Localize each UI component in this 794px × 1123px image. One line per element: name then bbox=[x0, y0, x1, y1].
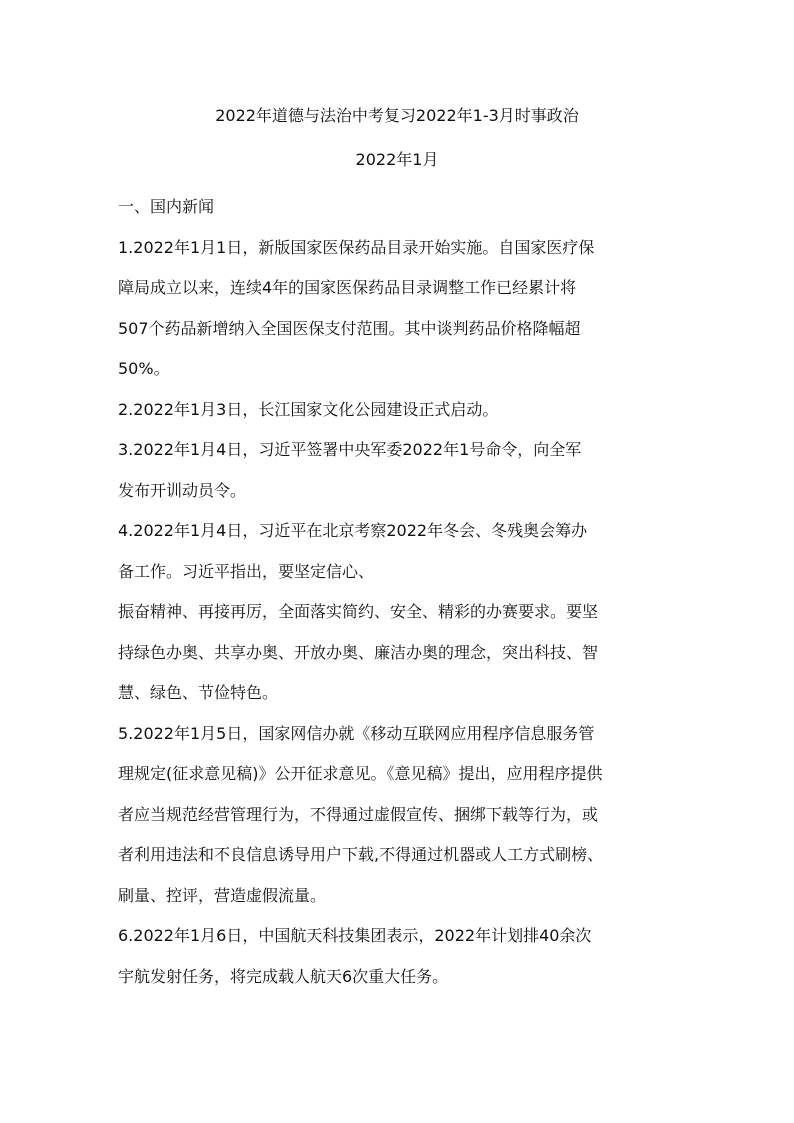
text-line: 3.2022年1月4日，习近平签署中央军委2022年1号命令，向全军 bbox=[118, 440, 582, 459]
section-heading-domestic-news: 一、国内新闻 bbox=[118, 197, 215, 216]
text-line: 备工作。习近平指出，要坚定信心、 bbox=[118, 561, 375, 581]
text-line: 刷量、控评，营造虚假流量。 bbox=[118, 885, 327, 905]
document-subtitle: 2022年1月 bbox=[355, 150, 439, 169]
text-line: 发布开训动员令。 bbox=[118, 480, 247, 500]
text-line: 6.2022年1月6日，中国航天科技集团表示，2022年计划排40余次 bbox=[118, 926, 592, 945]
text-line: 宇航发射任务，将完成载人航天6次重大任务。 bbox=[118, 966, 449, 986]
text-line: 1.2022年1月1日，新版国家医保药品目录开始实施。自国家医疗保 bbox=[118, 237, 595, 257]
text-line: 50%。 bbox=[118, 359, 170, 378]
text-line: 振奋精神、再接再厉，全面落实简约、安全、精彩的办赛要求。要坚 bbox=[118, 602, 599, 621]
text-line: 5.2022年1月5日，国家网信办就《移动互联网应用程序信息服务管 bbox=[118, 723, 595, 743]
text-line: 507个药品新增纳入全国医保支付范围。其中谈判药品价格降幅超 bbox=[118, 318, 581, 338]
document-body bbox=[118, 187, 698, 997]
text-line: 理规定(征求意见稿)》公开征求意见。《意见稿》提出，应用程序提供 bbox=[118, 764, 603, 783]
text-line: 障局成立以来，连续4年的国家医保药品目录调整工作已经累计将 bbox=[118, 278, 577, 297]
text-line: 者利用违法和不良信息诱导用户下载,不得通过机器或人工方式刷榜、 bbox=[118, 845, 604, 864]
text-line: 者应当规范经营管理行为，不得通过虚假宣传、捆绑下载等行为，或 bbox=[118, 804, 599, 824]
text-line: 4.2022年1月4日，习近平在北京考察2022年冬会、冬残奥会筹办 bbox=[118, 521, 588, 540]
text-line: 持绿色办奥、共享办奥、开放办奥、廉洁办奥的理念，突出科技、智 bbox=[118, 642, 599, 662]
text-line: 慧、绿色、节俭特色。 bbox=[118, 683, 279, 702]
text-line: 2.2022年1月3日，长江国家文化公园建设正式启动。 bbox=[118, 399, 499, 419]
document-title: 2022年道德与法治中考复习2022年1-3月时事政治 bbox=[215, 106, 579, 125]
